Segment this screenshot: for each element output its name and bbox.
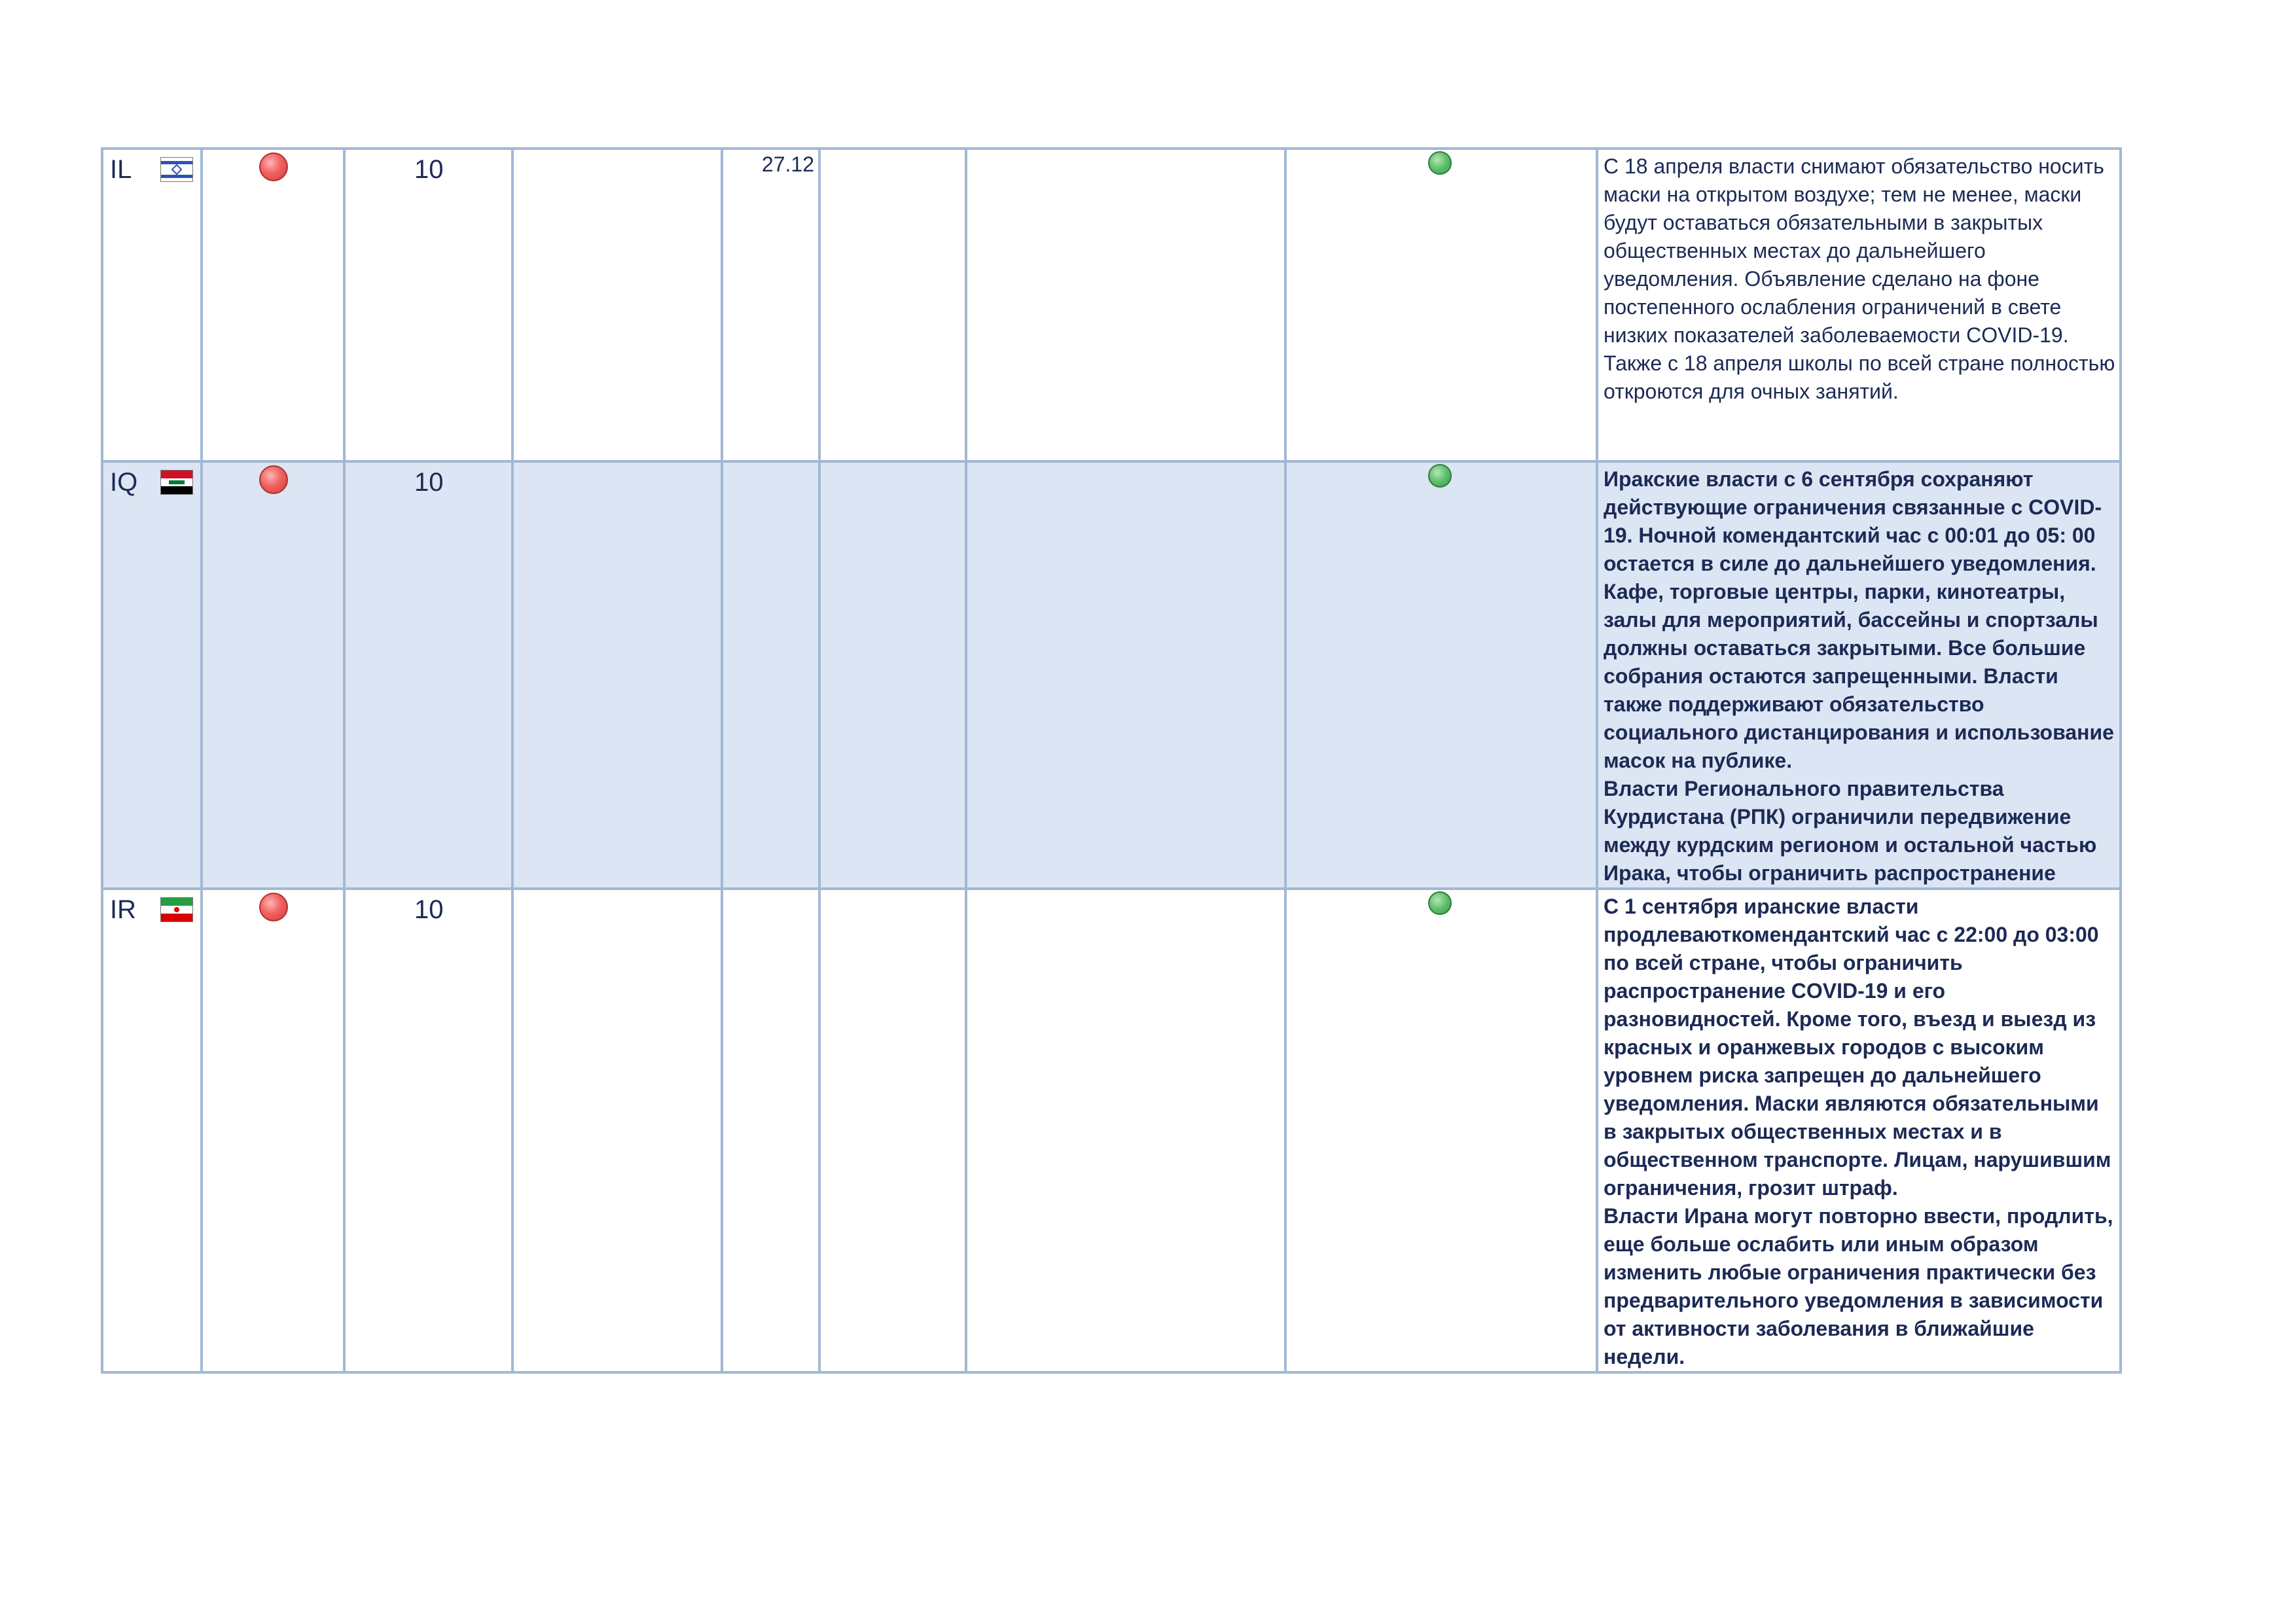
country-code: IR [110,895,136,924]
country-code-cell[interactable] [102,461,202,889]
indicator-cell[interactable] [1285,889,1597,1372]
country-code: IQ [110,468,138,497]
date-value: 27.12 [761,152,814,176]
iran-flag-icon [160,897,193,922]
restriction-note: С 1 сентября иранские власти продлеваюткомендантский час с 22:00 до 03:00 по всей стране, чтобы ограничить распространение COVID-19 и его разновидностей. Кроме того, въезд и выезд из красных и оранжевых городов с высоким уровнем риска запрещен до дальнейшего уведомления. Маски являются обязательными в закрытых общественных местах и в общественном транспорте. Лицам, нарушившим ограничения, грозит штраф. Власти Ирана могут повторно ввести, продлить, еще больше ослабить или иным образом изменить любые ограничения практически без предварительного уведомления в зависимости от активности заболевания в ближайшие недели. [1604,895,2113,1368]
country-code-cell[interactable] [102,149,202,461]
iraq-flag-icon [160,470,193,495]
status-cell[interactable] [202,889,344,1372]
table-row [102,149,2121,461]
status-cell[interactable] [202,149,344,461]
status-cell[interactable] [202,461,344,889]
date-cell[interactable] [722,149,819,461]
empty-cell[interactable] [966,149,1285,461]
level-cell[interactable] [344,149,512,461]
empty-cell[interactable] [819,149,966,461]
empty-cell[interactable] [819,889,966,1372]
empty-cell[interactable] [819,461,966,889]
restriction-note: Иракские власти с 6 сентября сохраняют действующие ограничения связанные с COVID-19. Ночной комендантский час с 00:01 до 05: 00 остается в силе до дальнейшего уведомления. Кафе, торговые центры, парки, кинотеатры, залы для мероприятий, бассейны и спортзалы должны оставаться закрытыми. Все большие собрания остаются запрещенными. Власти также поддерживают обязательство социального дистанцирования и использование масок на публике. Власти Регионального правительства Курдистана (РПК) ограничили передвижение между курдским регионом и остальной частью Ирака, чтобы ограничить распространение [1604,467,2114,885]
green-indicator-icon [1428,891,1452,915]
date-cell[interactable] [722,461,819,889]
table-row [102,889,2121,1372]
level-value: 10 [414,895,444,924]
level-cell[interactable] [344,889,512,1372]
green-indicator-icon [1428,464,1452,488]
country-restrictions-table [101,147,2122,1374]
indicator-cell[interactable] [1285,149,1597,461]
empty-cell[interactable] [512,149,722,461]
country-code-cell[interactable] [102,889,202,1372]
red-status-icon [259,465,288,494]
empty-cell[interactable] [966,889,1285,1372]
red-status-icon [259,152,288,181]
restriction-note: С 18 апреля власти снимают обязательство носить маски на открытом воздухе; тем не менее, маски будут оставаться обязательными в закрытых общественных местах до дальнейшего уведомления. Объявление сделано на фоне постепенного ослабления ограничений в свете низких показателей заболеваемости COVID-19. Также с 18 апреля школы по всей стране полностью откроются для очных занятий. [1604,154,2115,403]
green-indicator-icon [1428,151,1452,175]
level-value: 10 [414,468,444,497]
red-status-icon [259,893,288,921]
country-code: IL [110,155,132,184]
empty-cell[interactable] [512,461,722,889]
empty-cell[interactable] [966,461,1285,889]
note-cell[interactable] [1597,889,2121,1372]
table-row [102,461,2121,889]
level-value: 10 [414,155,444,184]
empty-cell[interactable] [512,889,722,1372]
indicator-cell[interactable] [1285,461,1597,889]
israel-flag-icon [160,157,193,182]
level-cell[interactable] [344,461,512,889]
note-cell[interactable] [1597,461,2121,889]
note-cell[interactable] [1597,149,2121,461]
date-cell[interactable] [722,889,819,1372]
